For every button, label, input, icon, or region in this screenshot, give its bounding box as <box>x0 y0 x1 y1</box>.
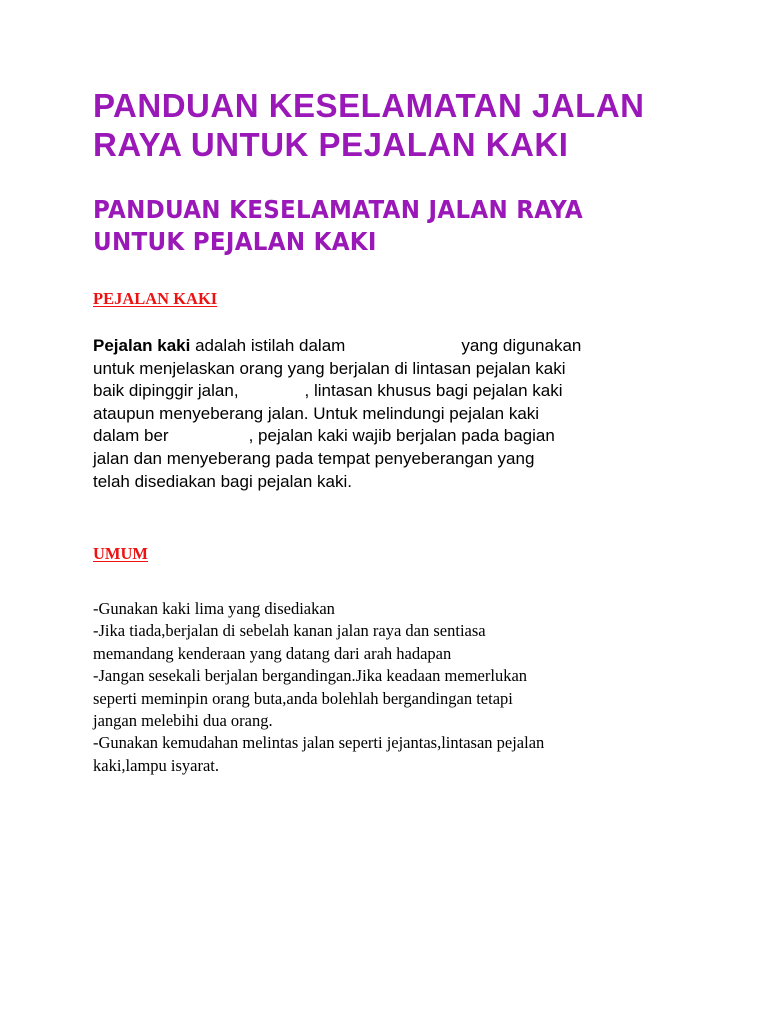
bold-term: Pejalan kaki <box>93 336 191 355</box>
umum-list <box>93 598 693 777</box>
paragraph-line-2: untuk menjelaskan orang yang berjalan di lintasan pejalan kaki <box>93 358 566 378</box>
pejalan-kaki-paragraph <box>93 335 683 493</box>
umum-line: -Jangan sesekali berjalan bergandingan.Jika keadaan memerlukan <box>93 666 528 686</box>
umum-line: -Jika tiada,berjalan di sebelah kanan jalan raya dan sentiasa <box>93 621 486 641</box>
paragraph-line-5 <box>93 425 683 448</box>
document-title-line-2: RAYA UNTUK PEJALAN KAKI <box>93 126 569 163</box>
umum-line: -Gunakan kemudahan melintas jalan seperti jejantas,lintasan pejalan <box>93 733 545 753</box>
section-heading-umum: UMUM <box>93 544 148 563</box>
paragraph-line-3-b: , lintasan khusus bagi pejalan kaki <box>304 381 563 401</box>
paragraph-line-1 <box>93 335 683 358</box>
display-title-line-2: UNTUK PEJALAN KAKI <box>93 227 377 256</box>
umum-line: kaki,lampu isyarat. <box>93 755 220 775</box>
document-title-line-1: PANDUAN KESELAMATAN JALAN <box>93 87 645 124</box>
display-title-line-1: PANDUAN KESELAMATAN JALAN RAYA <box>93 195 583 224</box>
section-heading-pejalan-kaki: PEJALAN KAKI <box>93 289 218 308</box>
document-title <box>93 86 733 164</box>
paragraph-line-4: ataupun menyeberang jalan. Untuk melindungi pejalan kaki <box>93 403 540 423</box>
paragraph-line-3-a: baik dipinggir jalan, <box>93 381 239 401</box>
paragraph-line-3 <box>93 380 683 403</box>
paragraph-line-6: jalan dan menyeberang pada tempat penyeberangan yang <box>93 448 535 468</box>
umum-line: -Gunakan kaki lima yang disediakan <box>93 599 335 618</box>
paragraph-line-5-b: , pejalan kaki wajib berjalan pada bagian <box>248 426 555 446</box>
paragraph-line-5-a: dalam ber <box>93 426 169 446</box>
display-title <box>93 194 682 258</box>
paragraph-line-7: telah disediakan bagi pejalan kaki. <box>93 471 352 491</box>
umum-line: seperti meminpin orang buta,anda bolehlah bergandingan tetapi <box>93 688 513 708</box>
umum-line: memandang kenderaan yang datang dari arah hadapan <box>93 643 452 663</box>
paragraph-line-1-a: adalah istilah dalam <box>190 336 346 355</box>
paragraph-line-1-b: yang digunakan <box>461 336 582 355</box>
umum-line: jangan melebihi dua orang. <box>93 711 273 731</box>
